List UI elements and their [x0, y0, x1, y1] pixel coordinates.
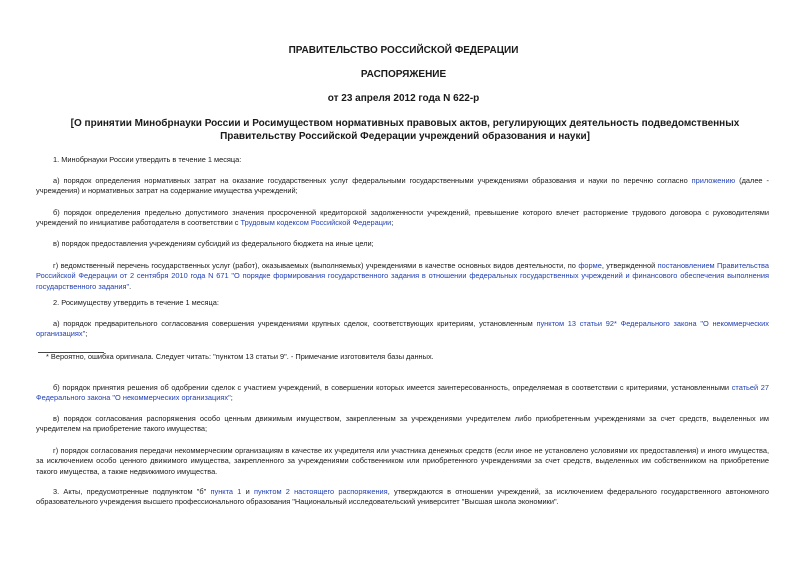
paragraph-1g — [36, 261, 769, 292]
form-link[interactable]: форме — [578, 261, 602, 270]
paragraph-text: , утвержденной — [601, 261, 658, 270]
document-type-heading: РАСПОРЯЖЕНИЕ — [360, 69, 447, 80]
point-2-link[interactable]: пунктом 2 настоящего распоряжения — [253, 487, 388, 496]
paragraph-2a — [36, 319, 769, 340]
paragraph-text: б) порядок определения предельно допустимого значения просроченной кредиторской задолженности учреждений, превышение которого влечет расторжение трудового договора с руководителями учреждений по инициативе работодателя в соответствии с — [36, 208, 769, 228]
government-decree-link[interactable]: постановлением Правительства Российской Федерации от 2 сентября 2010 года N 671 "О порядке формирования государственного задания в отношении федеральных государственных учреждений и финансового обеспечения выполнения государственного задания" — [36, 261, 770, 291]
paragraph-text: . — [129, 281, 132, 291]
footnote: * Вероятно, ошибка оригинала. Следует читать: "пунктом 13 статьи 9". - Примечание изготовителя базы данных. — [46, 352, 434, 361]
paragraph-2g: г) порядок согласования передачи некоммерческим организациям в качестве их учредителя или участника денежных средств (если иное не установлено условиями их предоставления) и иного имущества, за исключением особо ценного движимого имущества, закрепленного за учреждениями собственником или приобретенного учреждениями за счет средств, выделенных им собственником на приобретение такого имущества, а также недвижимого имущества. — [36, 446, 769, 476]
article-27-link[interactable]: статьей 27 Федерального закона "О некоммерческих организациях" — [36, 383, 769, 403]
paragraph-text: , утверждаются в отношении учреждений, за исключением федерального государственного автономного образовательного учреждения высшего профессионального образования "Национальный исследовательский университет "Высшая школа экономики". — [36, 487, 769, 507]
paragraph-2v: в) порядок согласования распоряжения особо ценным движимым имуществом, закрепленным за учреждениями учредителем либо приобретенным учреждениями за счет средств, выделенных им учредителем на приобретение такого имущества; — [36, 414, 769, 434]
paragraph-text: и — [241, 487, 254, 496]
document-title: [О принятии Минобрнауки России и Росимуществом нормативных правовых актов, регулирующих деятельность подведомственных Правительству Российской Федерации учреждений образования и науки] — [70, 118, 740, 142]
paragraph-2b — [36, 383, 769, 404]
paragraph-text: (далее - учреждения) и нормативных затрат на содержание имущества учреждений; — [36, 176, 769, 196]
point-1-link[interactable]: пункта 1 — [210, 487, 242, 496]
paragraph-text: а) порядок определения нормативных затрат на оказание государственных услуг федеральными государственными учреждениями образования и науки по перечню согласно — [53, 176, 692, 185]
labor-code-link[interactable]: Трудовым кодексом Российской Федерации — [240, 218, 392, 228]
date-number-heading: от 23 апреля 2012 года N 622-р — [327, 93, 480, 104]
article-92-link[interactable]: пунктом 13 статьи 92* Федерального закона "О некоммерческих организациях" — [36, 319, 769, 339]
paragraph-1v: в) порядок предоставления учреждениям субсидий из федерального бюджета на иные цели; — [53, 239, 374, 248]
paragraph-2: 2. Росимуществу утвердить в течение 1 месяца: — [53, 298, 219, 307]
paragraph-1a — [36, 176, 769, 197]
paragraph-text: ; — [230, 393, 233, 403]
paragraph-text: 3. Акты, предусмотренные подпунктом "б" — [53, 487, 211, 496]
paragraph-text: а) порядок предварительного согласования совершения учреждениями крупных сделок, соответствующих критериям, установленным — [53, 319, 537, 328]
appendix-link[interactable]: приложению — [691, 176, 736, 185]
paragraph-text: ; — [391, 218, 394, 228]
paragraph-text: г) ведомственный перечень государственных услуг (работ), оказываемых (выполняемых) учреждениями в качестве основных видов деятельности, по — [53, 261, 579, 270]
paragraph-3 — [36, 487, 769, 508]
paragraph-1b — [36, 208, 769, 229]
government-heading: ПРАВИТЕЛЬСТВО РОССИЙСКОЙ ФЕДЕРАЦИИ — [288, 45, 519, 56]
paragraph-1: 1. Минобрнауки России утвердить в течение 1 месяца: — [53, 155, 242, 164]
paragraph-text: б) порядок принятия решения об одобрении сделок с участием учреждений, в совершении которых имеется заинтересованность, определяемая в соответствии с критериями, установленными — [53, 383, 732, 392]
paragraph-text: ; — [85, 329, 88, 339]
